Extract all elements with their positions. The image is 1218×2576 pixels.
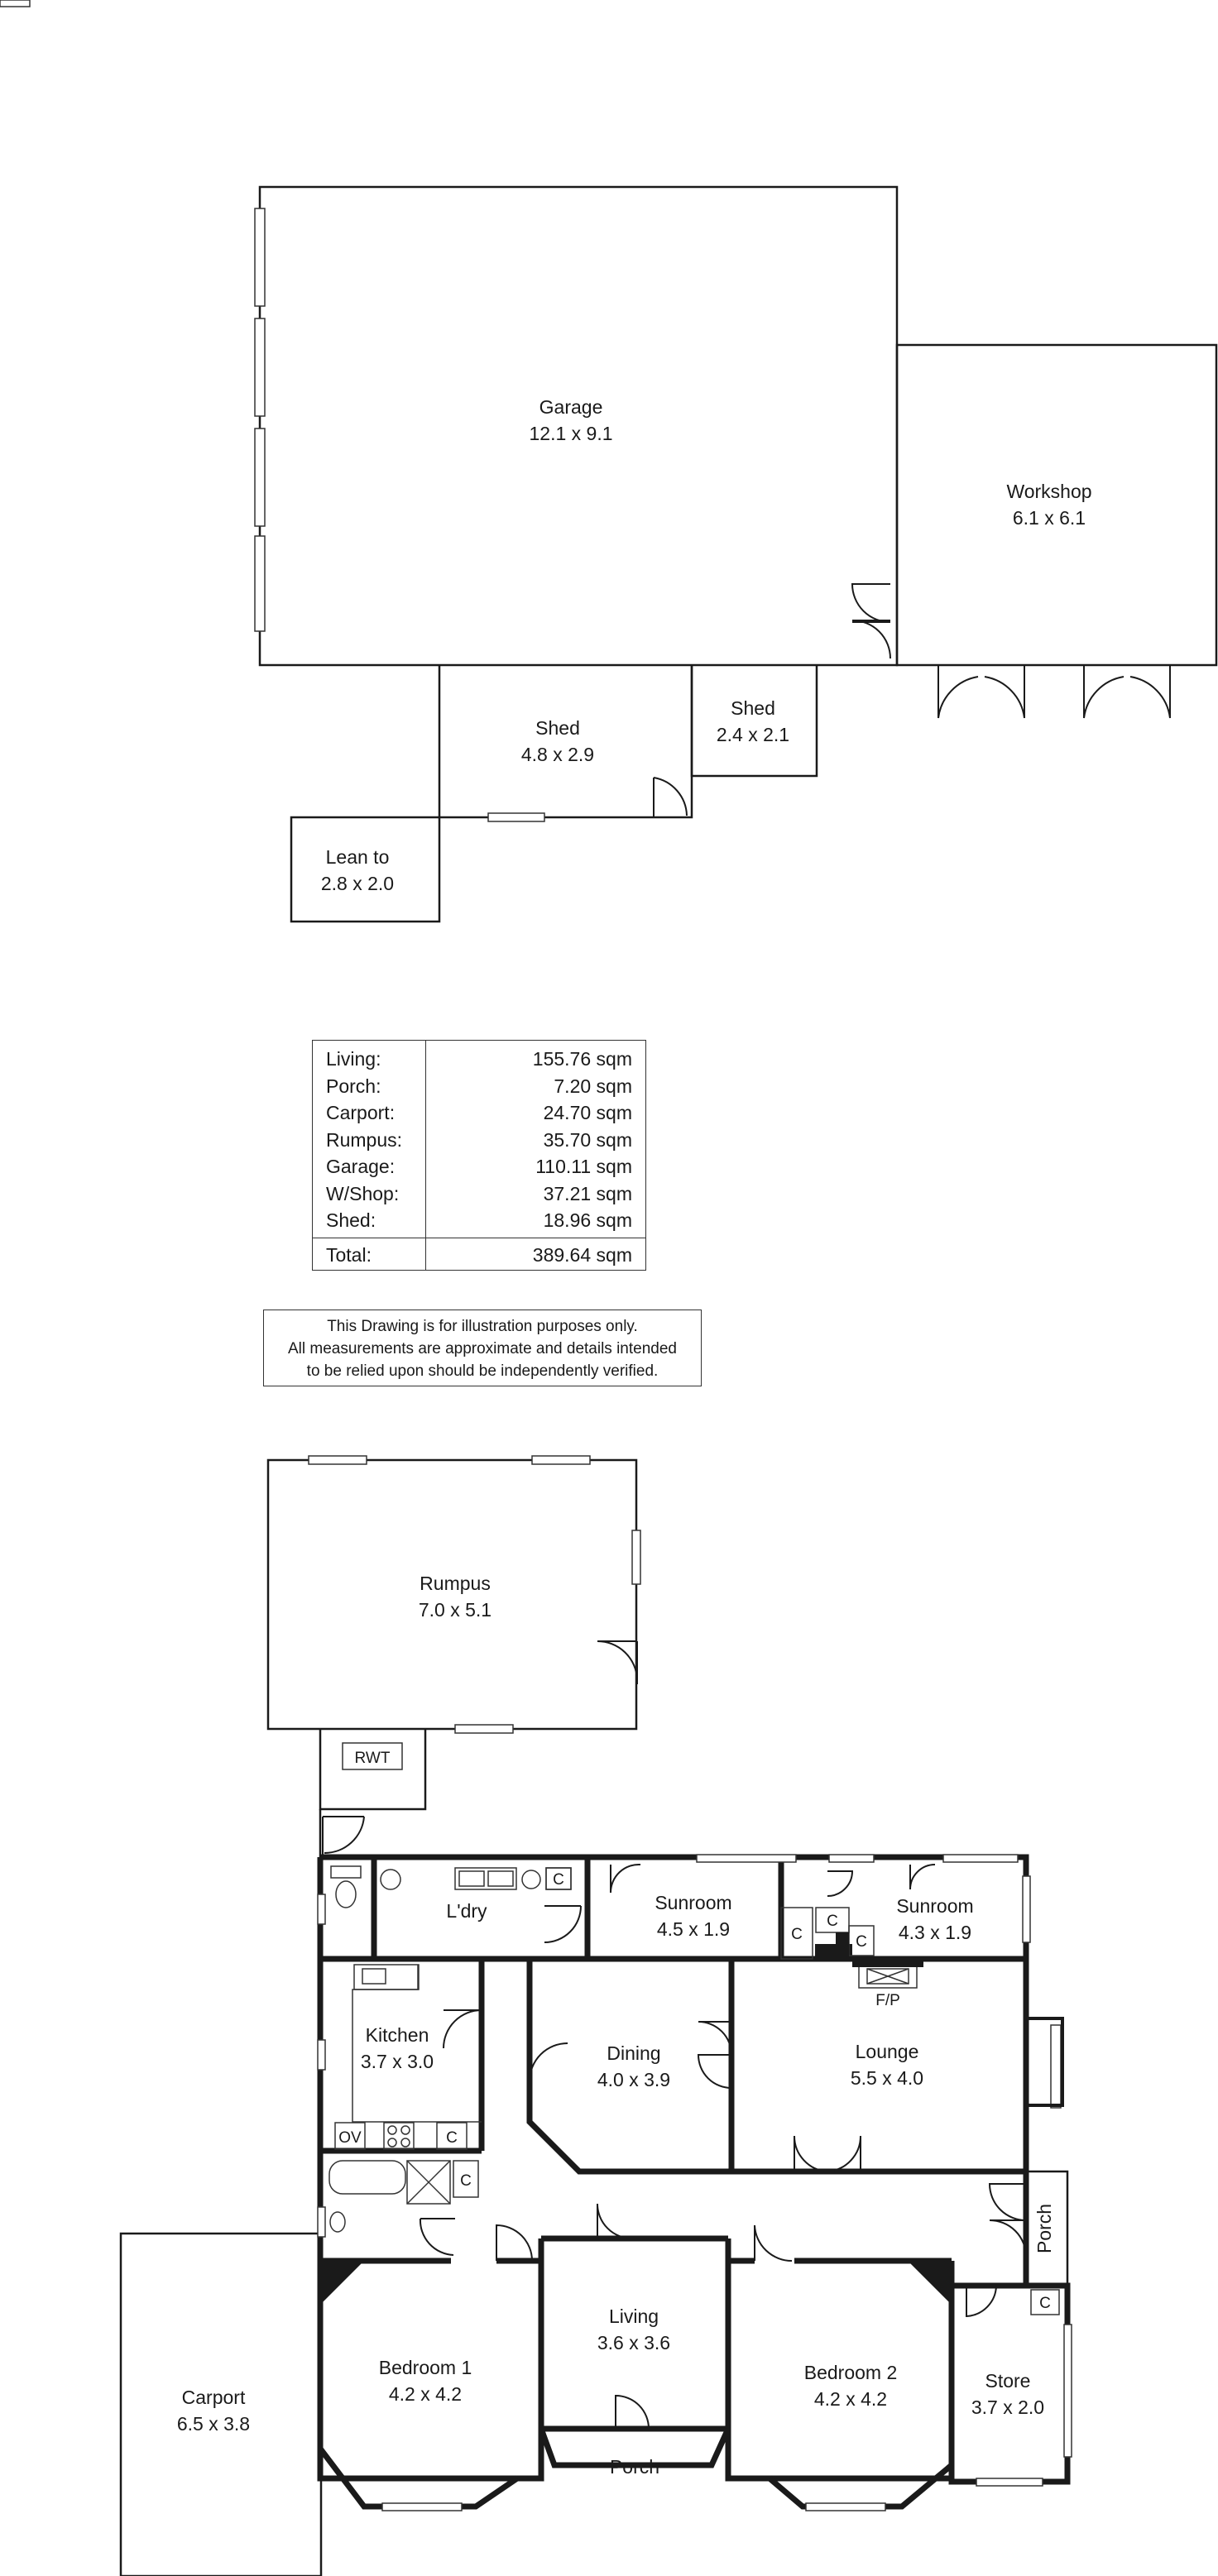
area-value: 110.11 sqm xyxy=(535,1156,632,1177)
area-label: Carport: xyxy=(326,1102,396,1123)
area-value: 24.70 sqm xyxy=(543,1102,632,1123)
area-label: Rumpus: xyxy=(326,1128,403,1151)
room-lean-to-dims: 2.8 x 2.0 xyxy=(320,873,395,894)
area-value: 155.76 sqm xyxy=(532,1048,632,1070)
area-row xyxy=(313,1180,645,1207)
area-label: Shed: xyxy=(326,1209,376,1231)
room-sunroom-2-dims: 4.3 x 1.9 xyxy=(898,1922,972,1943)
room-carport-name: Carport xyxy=(181,2387,246,2408)
rwt-label: RWT xyxy=(354,1750,391,1767)
area-row xyxy=(313,1046,645,1072)
room-sunroom-dims: 4.5 x 1.9 xyxy=(656,1918,731,1940)
room-workshop-dims: 6.1 x 6.1 xyxy=(1012,507,1086,529)
room-sunroom-2-name: Sunroom xyxy=(896,1895,974,1917)
area-row xyxy=(313,1127,645,1153)
room-store-dims: 3.7 x 2.0 xyxy=(971,2396,1045,2418)
cupboard-label: C xyxy=(1039,2295,1051,2312)
oven-label: OV xyxy=(338,2129,362,2147)
room-store-name: Store xyxy=(985,2370,1031,2392)
area-row xyxy=(313,1073,645,1099)
room-garage-name: Garage xyxy=(539,396,603,418)
area-total-value: 389.64 sqm xyxy=(532,1244,632,1266)
area-label: W/Shop: xyxy=(326,1182,400,1204)
room-lounge-dims: 5.5 x 4.0 xyxy=(850,2067,924,2089)
room-laundry-name: L'dry xyxy=(446,1900,487,1922)
area-total-row xyxy=(313,1242,645,1268)
room-shed-dims: 4.8 x 2.9 xyxy=(520,744,595,765)
room-shed-small-name: Shed xyxy=(731,697,775,719)
disclaimer-line: All measurements are approximate and details intended xyxy=(288,1340,677,1357)
cupboard-label: C xyxy=(460,2172,472,2190)
area-value: 37.21 sqm xyxy=(543,1182,632,1204)
area-row xyxy=(313,1099,645,1126)
disclaimer-line: This Drawing is for illustration purposes only. xyxy=(327,1318,638,1335)
room-living-dims: 3.6 x 3.6 xyxy=(597,2332,671,2353)
cupboard-label: C xyxy=(446,2129,458,2147)
room-living-name: Living xyxy=(608,2305,659,2327)
room-rumpus-dims: 7.0 x 5.1 xyxy=(418,1599,492,1621)
room-sunroom-name: Sunroom xyxy=(655,1892,732,1913)
area-label: Living: xyxy=(326,1048,381,1070)
room-dining-dims: 4.0 x 3.9 xyxy=(597,2069,671,2090)
workshop-outline xyxy=(897,345,1216,665)
area-row xyxy=(313,1207,645,1233)
area-label: Porch: xyxy=(326,1075,381,1097)
area-schedule-table xyxy=(312,1040,646,1271)
disclaimer-box xyxy=(263,1310,702,1386)
room-bedroom-2-name: Bedroom 2 xyxy=(803,2362,898,2383)
room-rumpus-name: Rumpus xyxy=(420,1573,491,1594)
room-dining-name: Dining xyxy=(607,2042,661,2064)
area-value: 18.96 sqm xyxy=(543,1209,632,1231)
room-bedroom-1-dims: 4.2 x 4.2 xyxy=(388,2383,463,2405)
room-workshop-name: Workshop xyxy=(1006,481,1092,502)
lean-to-outline xyxy=(291,817,439,922)
disclaimer-line: to be relied upon should be independently verified. xyxy=(306,1362,659,1380)
area-label: Garage: xyxy=(326,1156,396,1177)
room-shed-small-dims: 2.4 x 2.1 xyxy=(716,724,790,745)
cupboard-label: C xyxy=(553,1871,564,1889)
room-lounge-name: Lounge xyxy=(855,2041,919,2062)
room-porch-side-name: Porch xyxy=(1033,2203,1055,2254)
room-kitchen-name: Kitchen xyxy=(365,2024,429,2046)
room-garage-dims: 12.1 x 9.1 xyxy=(529,423,613,444)
room-porch-name: Porch xyxy=(609,2456,660,2478)
room-lean-to-name: Lean to xyxy=(325,846,390,868)
room-kitchen-dims: 3.7 x 3.0 xyxy=(360,2051,434,2072)
room-bedroom-1-name: Bedroom 1 xyxy=(378,2357,472,2378)
cupboard-label: C xyxy=(827,1913,838,1930)
area-value: 7.20 sqm xyxy=(554,1075,632,1097)
area-value: 35.70 sqm xyxy=(543,1128,632,1151)
cupboard-label: C xyxy=(791,1926,803,1943)
rumpus-outline xyxy=(268,1460,636,1729)
shed-small-outline xyxy=(692,665,817,776)
room-shed-name: Shed xyxy=(535,717,580,739)
room-carport-dims: 6.5 x 3.8 xyxy=(176,2413,251,2435)
fireplace-label: F/P xyxy=(875,1992,900,2009)
area-total-label: Total: xyxy=(326,1244,372,1266)
room-bedroom-2-dims: 4.2 x 4.2 xyxy=(813,2388,888,2410)
cupboard-label: C xyxy=(856,1933,867,1951)
area-row xyxy=(313,1153,645,1180)
